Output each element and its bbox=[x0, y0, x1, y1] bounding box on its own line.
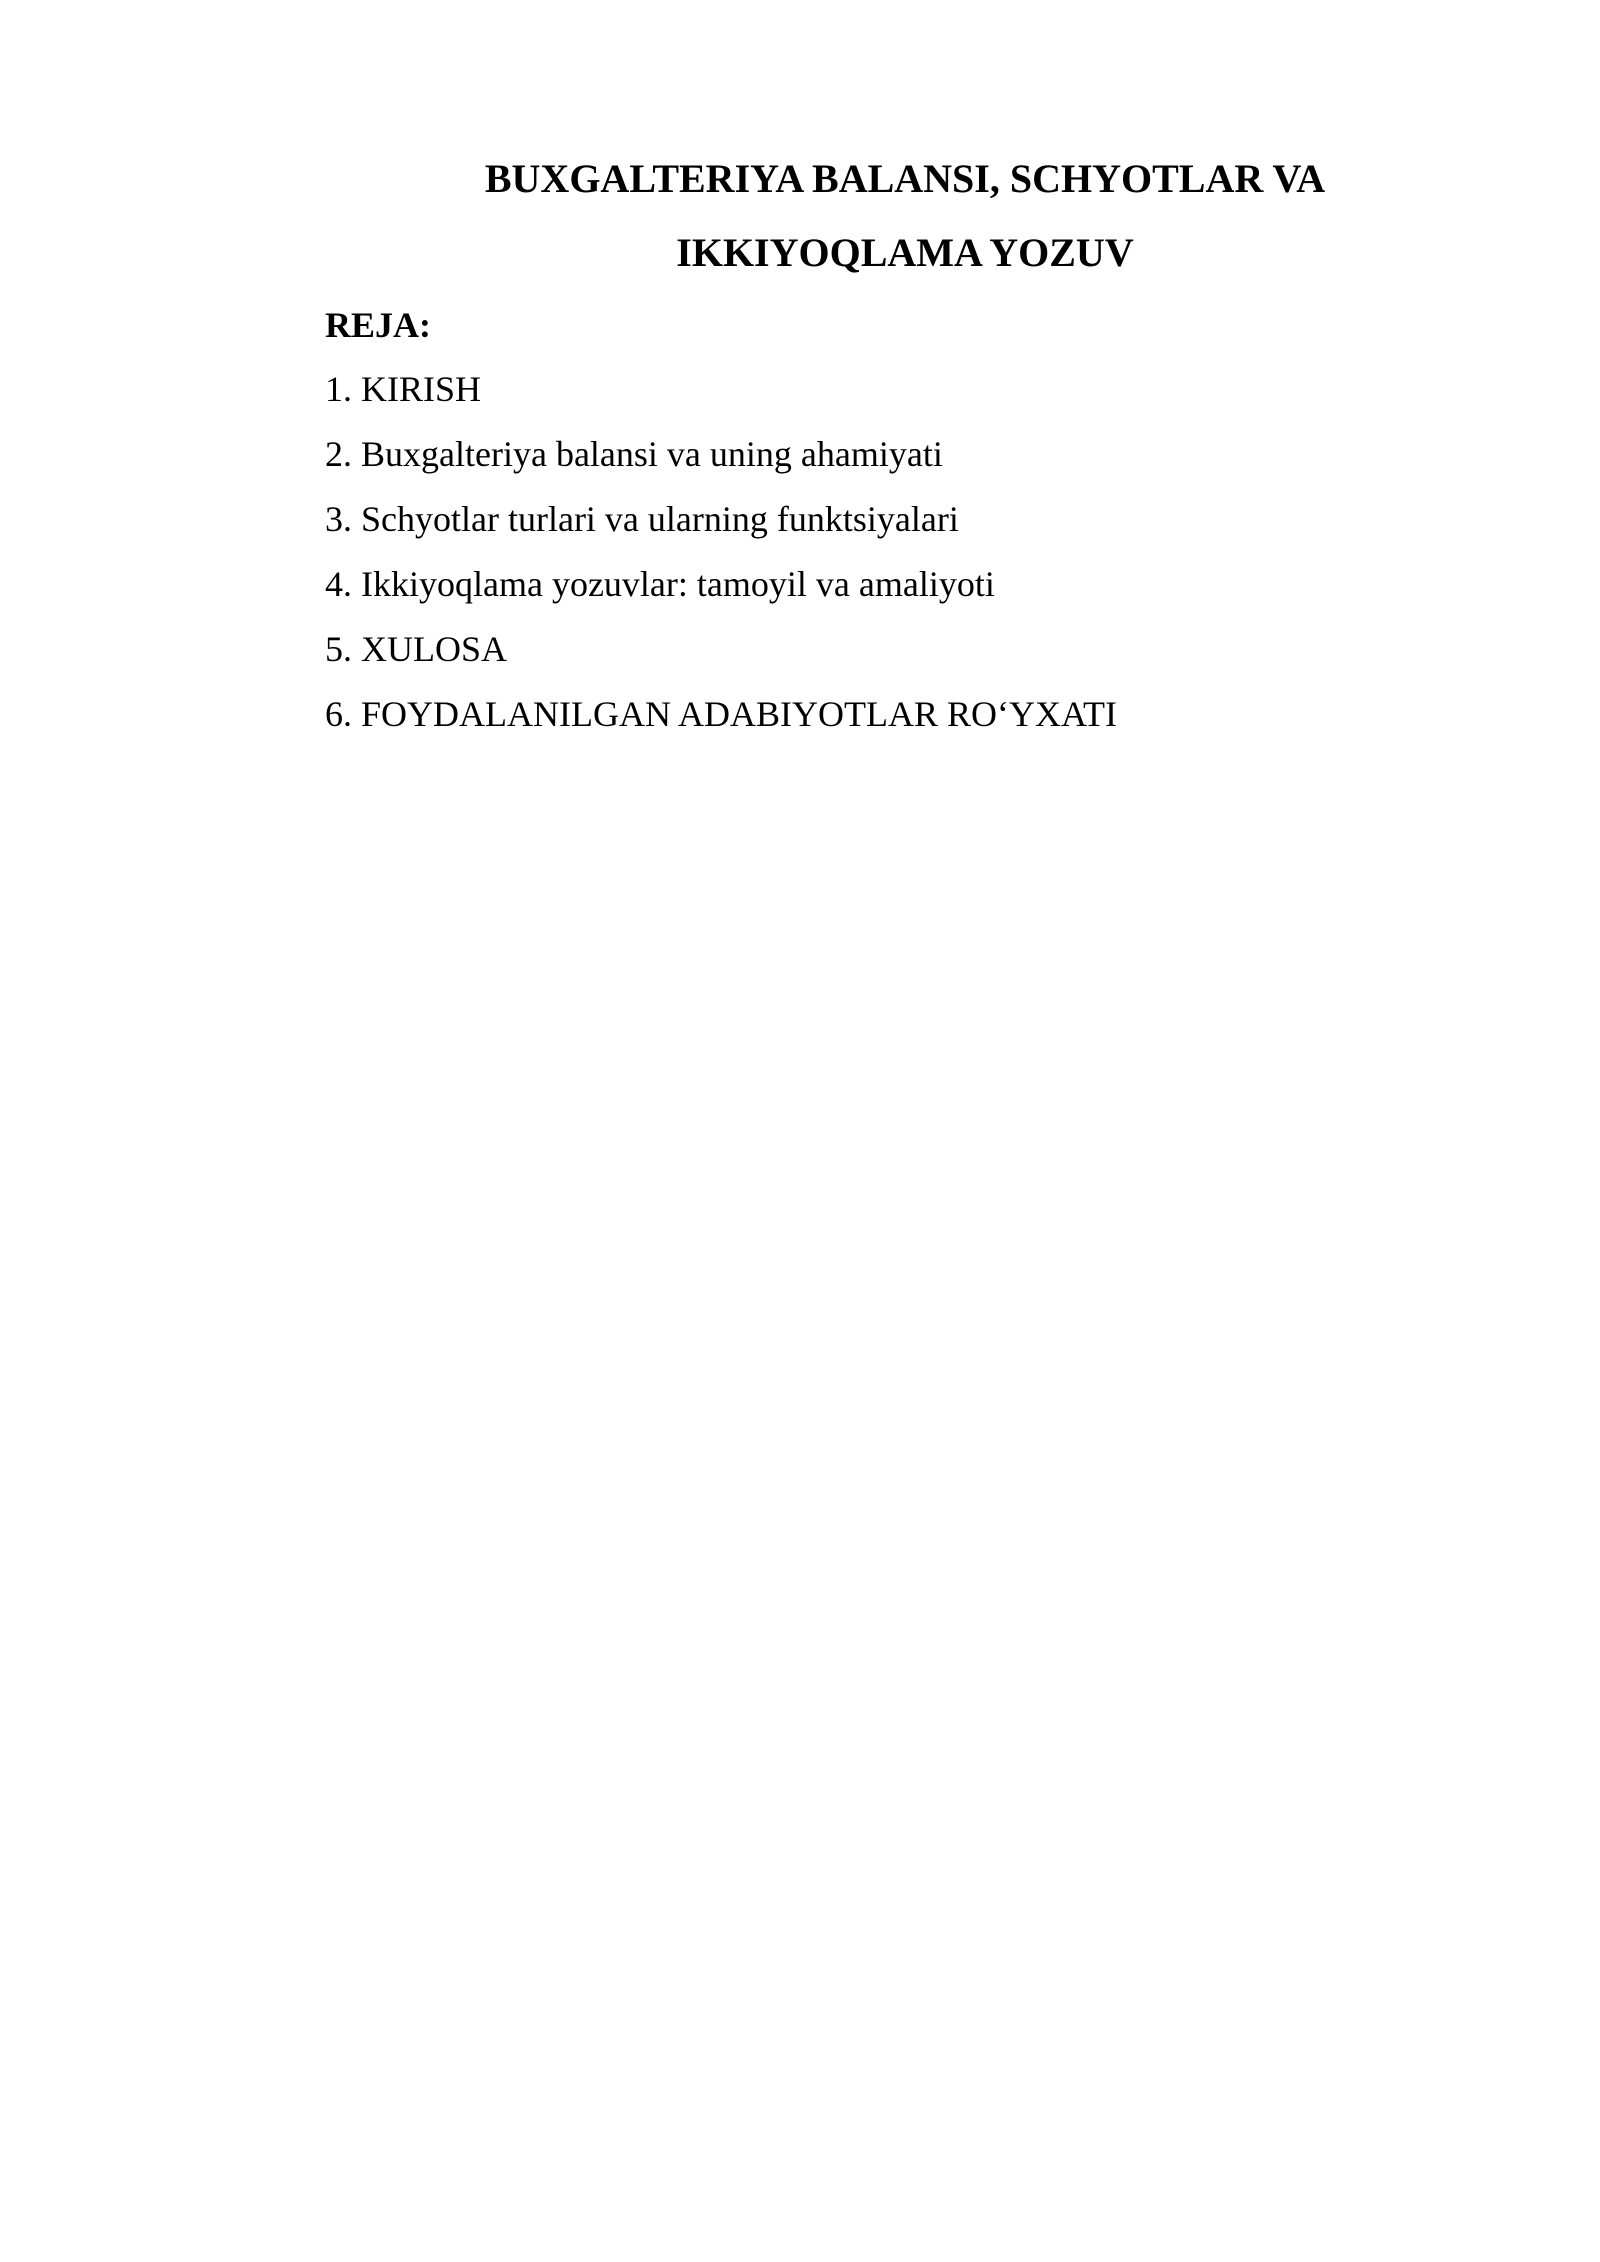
plan-heading: REJA: bbox=[325, 305, 431, 345]
plan-item-references: 6. FOYDALANILGAN ADABIYOTLAR RO‘YXATI bbox=[325, 694, 1117, 734]
plan-item-introduction: 1. KIRISH bbox=[325, 369, 482, 409]
document-title-line-1: BUXGALTERIYA BALANSI, SCHYOTLAR VA bbox=[484, 156, 1326, 201]
plan-item-balance-sheet: 2. Buxgalteriya balansi va uning ahamiyati bbox=[325, 434, 943, 474]
plan-item-account-types: 3. Schyotlar turlari va ularning funktsiyalari bbox=[325, 499, 959, 539]
plan-item-double-entry: 4. Ikkiyoqlama yozuvlar: tamoyil va amaliyoti bbox=[325, 564, 995, 604]
plan-item-conclusion: 5. XULOSA bbox=[325, 629, 508, 669]
plan-list bbox=[325, 368, 1117, 758]
document-title-line-2: IKKIYOQLAMA YOZUV bbox=[676, 230, 1134, 275]
